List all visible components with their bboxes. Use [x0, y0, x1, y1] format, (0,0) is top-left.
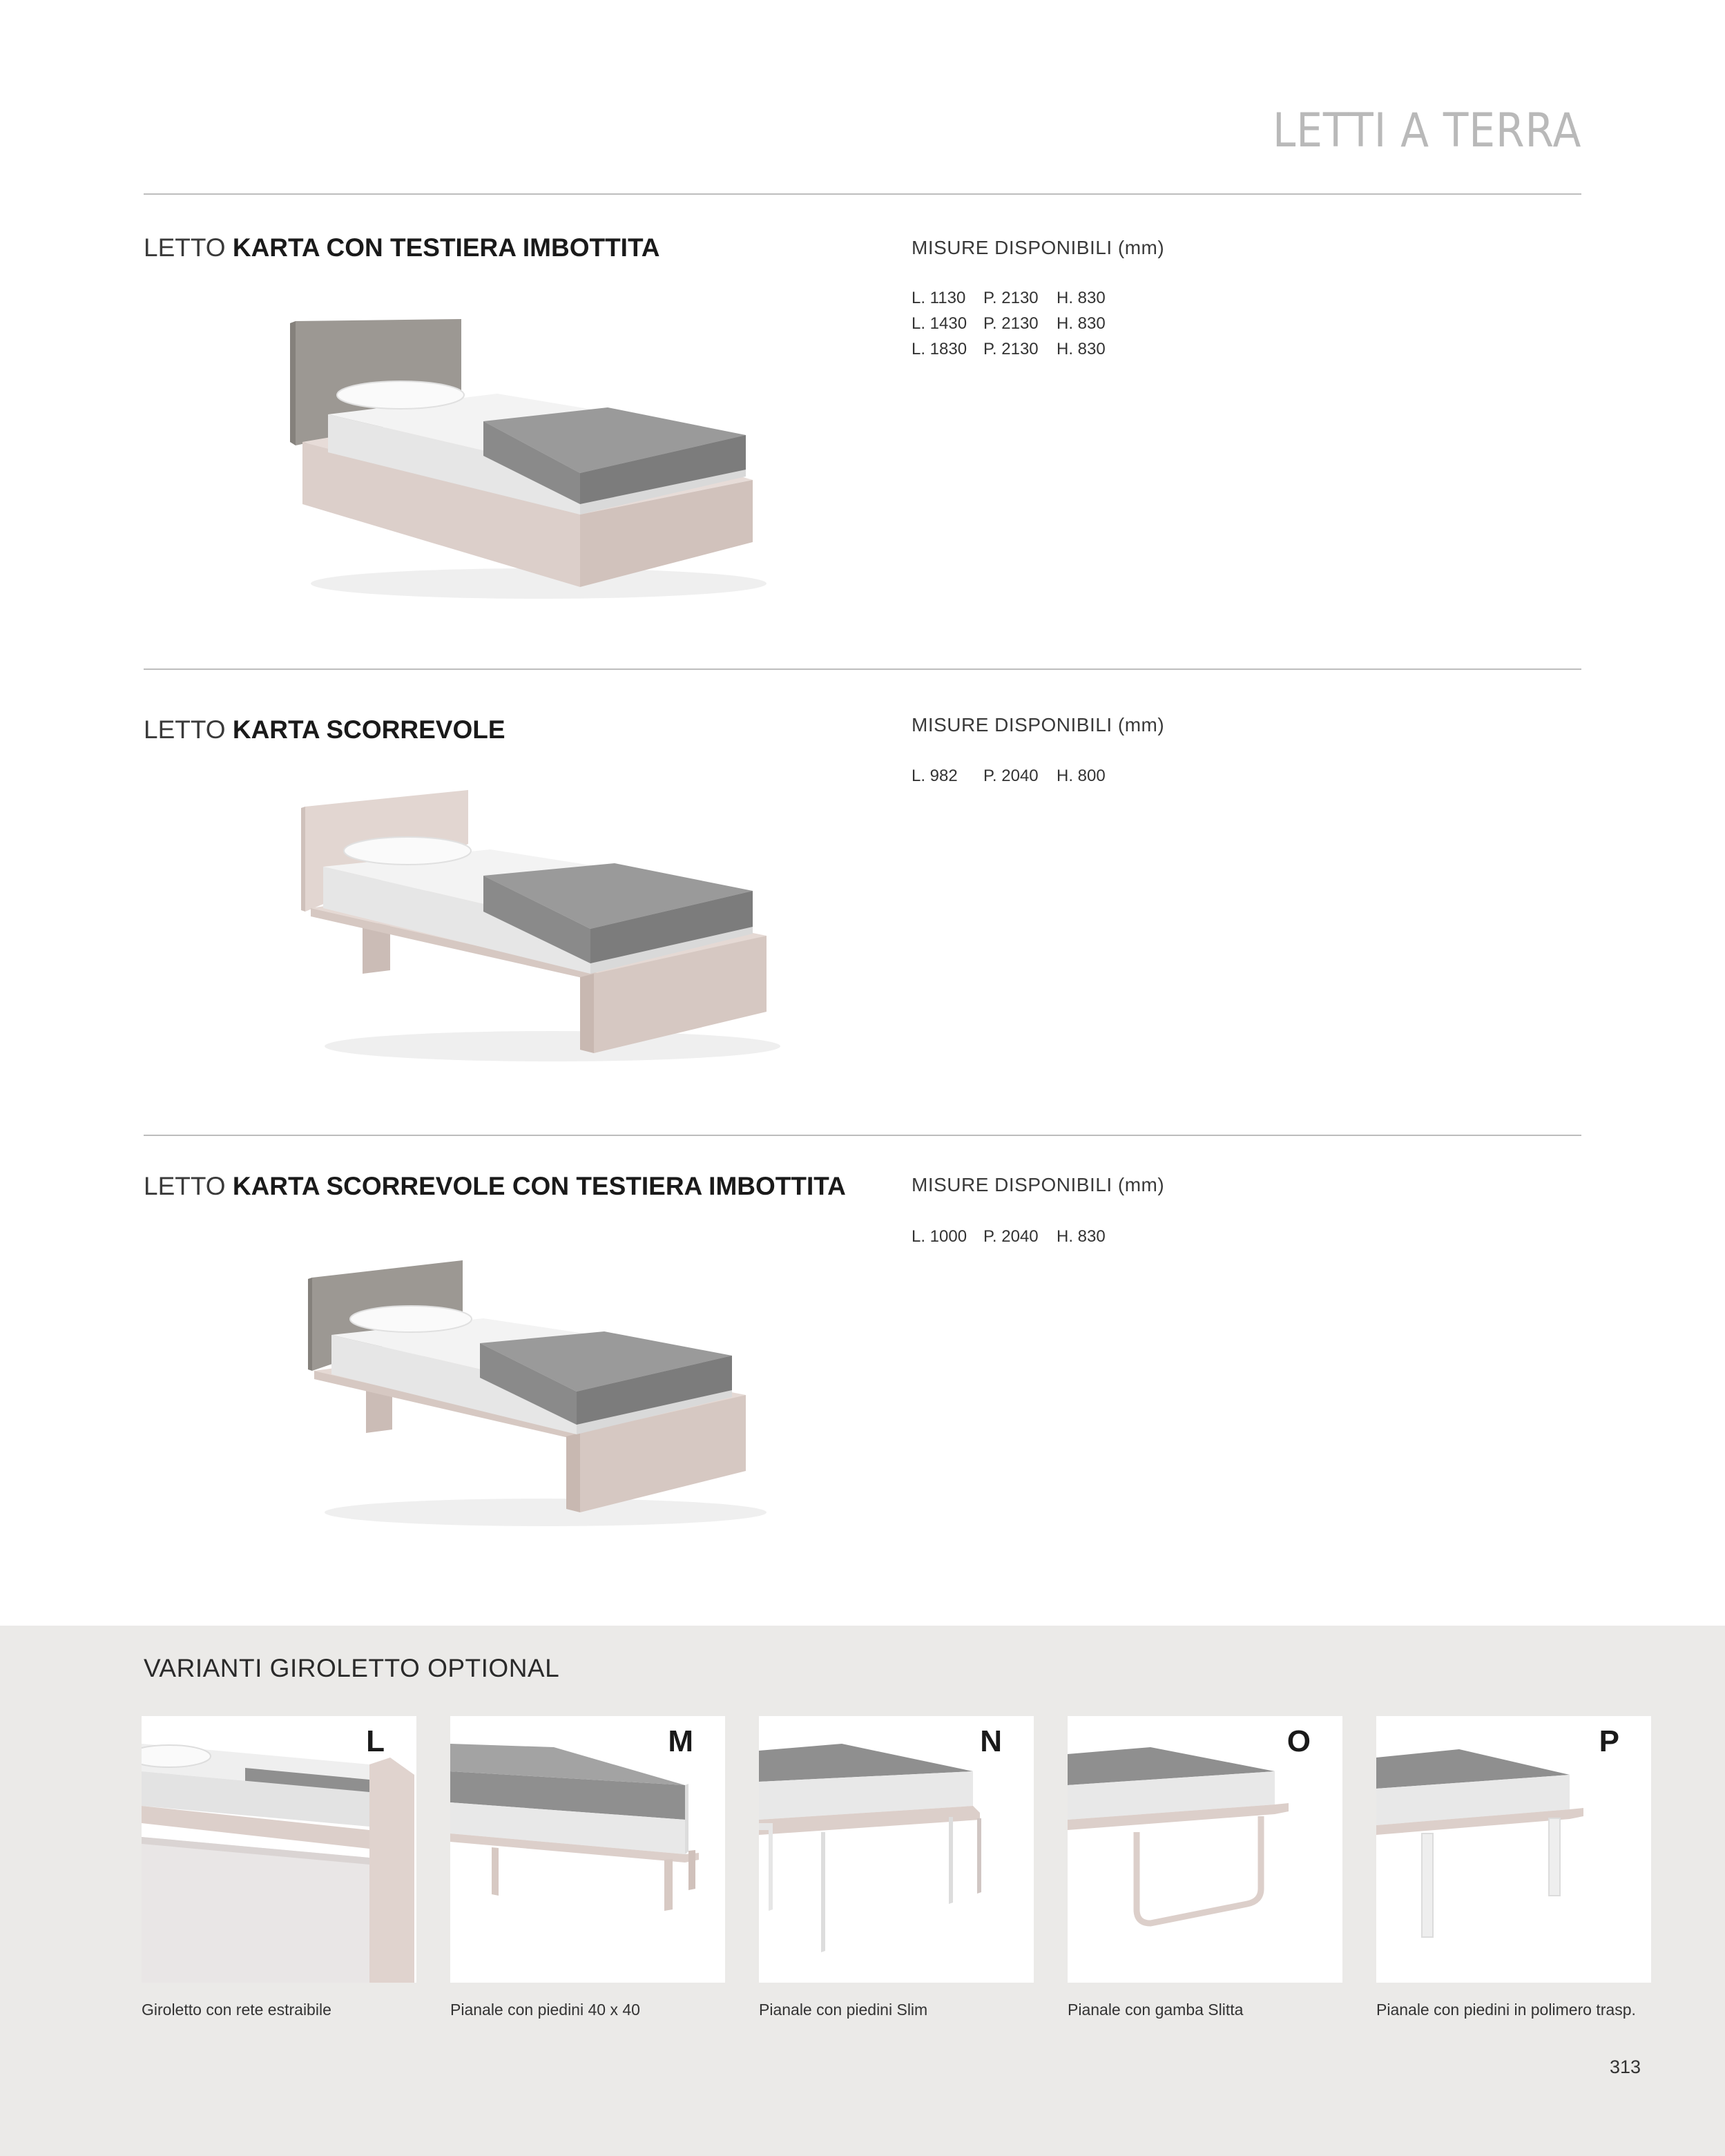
size-height: H. 830: [1057, 314, 1106, 333]
variant-caption: Pianale con piedini 40 x 40: [450, 2001, 640, 2019]
size-width: L. 1130: [912, 289, 966, 307]
product-title-name: KARTA SCORREVOLE: [232, 715, 505, 744]
page-title: LETTI A TERRA: [1272, 104, 1581, 158]
size-row: [912, 289, 1106, 315]
page-number: 313: [1609, 2057, 1641, 2077]
size-width: L. 1430: [912, 314, 967, 333]
sizes-heading: MISURE DISPONIBILI (mm): [912, 1174, 1165, 1195]
variant-caption: Pianale con piedini in polimero trasp.: [1376, 2001, 1636, 2019]
product-title-prefix: LETTO: [144, 715, 226, 744]
size-depth: P. 2130: [983, 314, 1039, 333]
sizes-heading: MISURE DISPONIBILI (mm): [912, 714, 1165, 735]
size-width: L. 982: [912, 767, 958, 785]
bed-image: [276, 773, 801, 1070]
size-depth: P. 2040: [983, 1227, 1039, 1246]
variant-caption: Giroletto con rete estraibile: [142, 2001, 331, 2019]
variant-tile-l[interactable]: [142, 1716, 416, 1983]
variant-letter: P: [1599, 1724, 1619, 1758]
product-title-name: KARTA SCORREVOLE CON TESTIERA IMBOTTITA: [232, 1172, 846, 1200]
size-row: [912, 340, 1106, 366]
variant-tile-o[interactable]: [1068, 1716, 1342, 1983]
size-row: [912, 1227, 1106, 1253]
product-title-name: KARTA CON TESTIERA IMBOTTITA: [232, 233, 660, 262]
product-title-prefix: LETTO: [144, 233, 226, 262]
divider: [144, 193, 1581, 195]
variant-tile-m[interactable]: [450, 1716, 725, 1983]
variant-tile-p[interactable]: [1376, 1716, 1651, 1983]
divider: [144, 1135, 1581, 1136]
product-title-prefix: LETTO: [144, 1172, 226, 1200]
size-width: L. 1000: [912, 1227, 967, 1246]
bed-image: [276, 304, 801, 608]
variant-caption: Pianale con piedini Slim: [759, 2001, 928, 2019]
product-title: [144, 233, 660, 262]
size-row: [912, 314, 1106, 340]
variant-letter: O: [1286, 1724, 1311, 1758]
variant-letter: M: [668, 1724, 693, 1758]
variant-letter: N: [980, 1724, 1002, 1758]
size-height: H. 800: [1057, 767, 1106, 785]
variant-tile-n[interactable]: [759, 1716, 1034, 1983]
size-row: [912, 767, 1106, 793]
size-depth: P. 2040: [983, 767, 1039, 785]
product-title: [144, 1172, 846, 1201]
variant-letter: L: [366, 1724, 385, 1758]
size-width: L. 1830: [912, 340, 967, 358]
product-title: [144, 715, 505, 744]
size-height: H. 830: [1057, 340, 1106, 358]
divider: [144, 668, 1581, 670]
sizes-heading: MISURE DISPONIBILI (mm): [912, 237, 1165, 258]
size-depth: P. 2130: [983, 340, 1039, 358]
size-height: H. 830: [1057, 289, 1106, 307]
size-depth: P. 2130: [983, 289, 1039, 307]
variants-title: VARIANTI GIROLETTO OPTIONAL: [144, 1654, 560, 1682]
size-height: H. 830: [1057, 1227, 1106, 1246]
variant-caption: Pianale con gamba Slitta: [1068, 2001, 1244, 2019]
bed-image: [276, 1247, 801, 1537]
